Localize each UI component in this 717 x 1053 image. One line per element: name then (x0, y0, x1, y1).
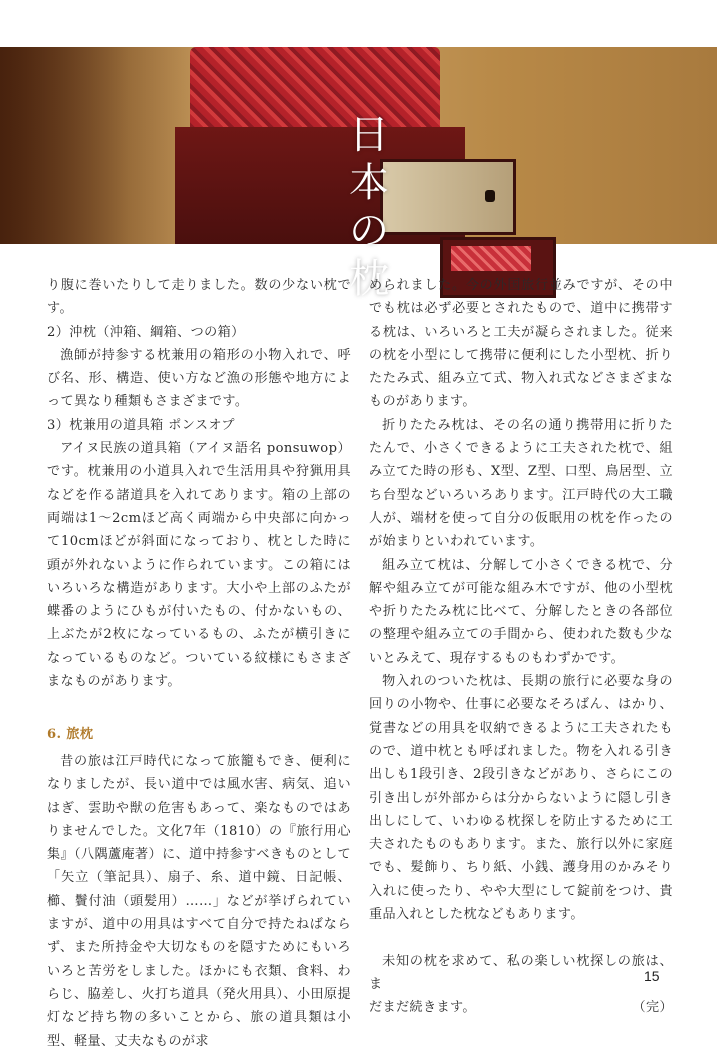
paragraph: 組み立て枕は、分解して小さくできる枕で、分解や組み立てが可能な組み木ですが、他の小型枕や折りたたみ枕に比べて、分解したときの各部位の整理や組み立ての手間から、使われた数も少ないとみえて、現存するものもわずかです。 (369, 557, 673, 666)
right-text-column (369, 274, 673, 1020)
paragraph: 漁師が持参する枕兼用の箱形の小物入れで、呼び名、形、構造、使い方など漁の形態や地方によって異なり種類もさまざまです。 (47, 347, 351, 410)
end-mark: （完） (632, 1000, 673, 1016)
closing-text: だまだ続きます。 (369, 1000, 476, 1016)
title-char: 枕 (349, 256, 389, 302)
closing-end-line (369, 996, 673, 1019)
paragraph: アイヌ民族の道具箱（アイヌ語名 ponsuwop）です。枕兼用の小道具入れで生活用具や狩猟用具などを作る諸道具を入れてあります。箱の上部の両端は1～2cmほど高く両端から中央部に向かって10cmほどが斜面になっており、枕とした時に頭が外れないように作られています。この箱にはいろいろな構造があります。大小や上部のふたが蝶番のようにひもが付いたもの、付かないもの、上ぶたが2枚になっているもの、ふたが横引きになっているものなど。ついている紋様にもさまざまなものがあります。 (47, 441, 351, 690)
page-number: 15 (644, 968, 660, 984)
drawer-cloth (451, 246, 531, 271)
spacer (369, 926, 673, 949)
paragraph: 2）沖枕（沖箱、綱箱、つの箱） (47, 324, 245, 340)
title-char: 日 (349, 112, 389, 158)
paragraph: り腹に巻いたりして走りました。数の少ない枕です。 (47, 278, 351, 317)
spacer (47, 693, 351, 716)
paragraph: 昔の旅は江戸時代になって旅籠もでき、便利になりましたが、長い道中では風水害、病気、追いはぎ、雲助や獣の危害もあって、楽なものではありませんでした。文化7年（1810）の『旅行用心集』（八隅蘆庵著）に、道中持参すべきものとして「矢立（筆記具）、扇子、糸、道中鏡、日記帳、櫛、鬢付油（頭髪用）……」などが挙げられていますが、道中の用具はすべて自分で持たねばならず、また所持金や大切なものを隠すためにもいろいろと苦労をしました。ほかにも衣類、食料、わらじ、脇差し、火打ち道具（発火用具）、小田原提灯など持ち物の多いことから、旅の道具類は小型、軽量、丈夫なものが求 (47, 753, 351, 1049)
title-char: 本 (349, 160, 389, 206)
paragraph: 3）枕兼用の道具箱 ポンスオプ (47, 417, 235, 433)
drawer-knob (485, 190, 495, 202)
paragraph: められました。今の外国旅行並みですが、その中でも枕は必ず必要とされたもので、道中に携帯する枕は、いろいろと工夫が凝らされました。従来の枕を小型にして携帯に便利にした小型枕、折りたたみ式、組み立て式、物入れ式などさまざまなものがあります。 (369, 278, 673, 410)
section-heading: 6. 旅枕 (47, 726, 94, 742)
left-text-column (47, 274, 351, 1053)
banner-shadow (0, 47, 200, 244)
title-char: の (349, 208, 389, 254)
closing-line: 未知の枕を求めて、私の楽しい枕探しの旅は、ま (369, 953, 673, 992)
paragraph: 折りたたみ枕は、その名の通り携帯用に折りたたんで、小さくできるように工夫された枕で、組み立てた時の形も、X型、Z型、口型、鳥居型、立ち台型などいろいろあります。江戸時代の大工職人が、端材を使って自分の仮眠用の枕を作ったのが始まりといわれています。 (369, 417, 673, 550)
pillow-drawer-image (380, 159, 516, 235)
paragraph: 物入れのついた枕は、長期の旅行に必要な身の回りの小物や、仕事に必要なそろばん、はかり、覚書などの用具を収納できるように工夫されたもので、道中枕とも呼ばれました。物を入れる引き出しも1段引き、2段引きなどがあり、さらにこの引き出しが外部からは分からないように隠し引き出しにして、いわゆる枕探しを防止するために工夫されたものもあります。また、旅行以外に家庭でも、髪飾り、ちり紙、小銭、護身用のかみそり入れに使ったり、やや大型にして錠前をつけ、貴重品入れとした枕などもあります。 (369, 674, 673, 923)
